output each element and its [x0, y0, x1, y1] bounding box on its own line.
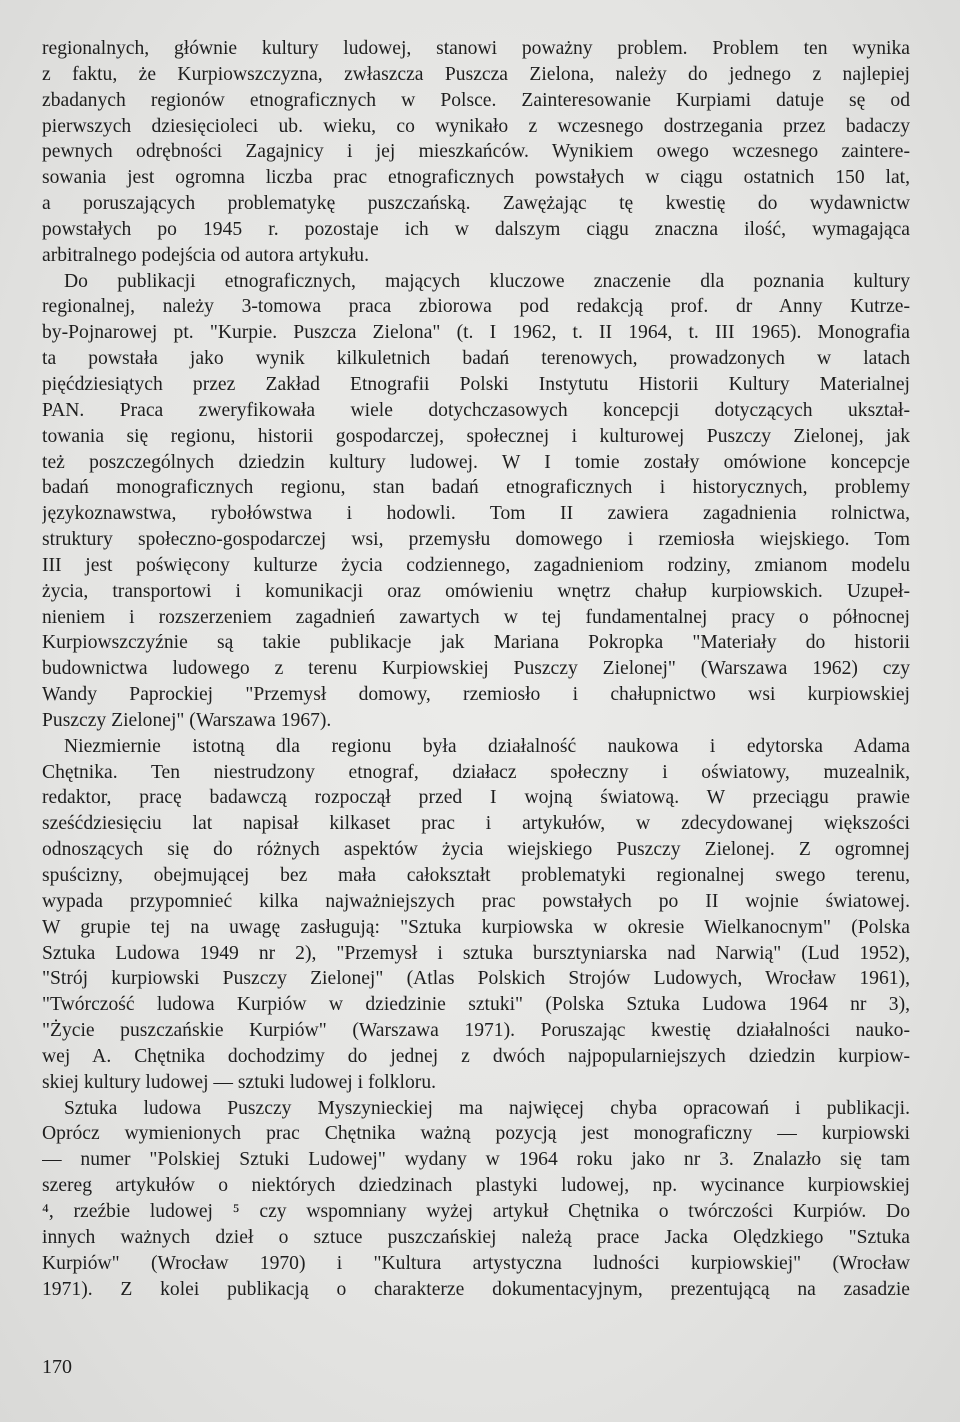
text-line: Wandy Paprockiej "Przemysł domowy, rzemiosło i chałupnictwo wsi kurpiowskiej — [42, 684, 910, 706]
text-line: powstałych po 1945 r. pozostaje ich w dalszym ciągu znaczna ilość, wymagająca — [42, 218, 910, 240]
text-line: sześćdziesięciu lat napisał kilkaset prac i artykułów, w zdecydowanej większości — [42, 813, 910, 835]
text-line: a poruszających problematykę puszczańską. Zawężając tę kwestię do wydawnictw — [42, 193, 910, 215]
text-line: regionalnej, należy 3-tomowa praca zbiorowa pod redakcją prof. dr Anny Kutrze- — [42, 296, 910, 318]
text-line: Chętnika. Ten niestrudzony etnograf, działacz społeczny i oświatowy, muzealnik, — [42, 761, 910, 783]
text-line: Sztuka ludowa Puszczy Myszynieckiej ma najwięcej chyba opracowań i publikacji. — [64, 1097, 910, 1119]
text-line: sowania jest ogromna liczba prac etnograficznych powstałych w ciągu ostatnich 150 lat, — [42, 167, 910, 189]
text-line: budownictwa ludowego z terenu Kurpiowskiej Puszczy Zielonej" (Warszawa 1962) czy — [42, 658, 910, 680]
text-line: Oprócz wymienionych prac Chętnika ważną pozycją jest monograficzny — kurpiowski — [42, 1123, 910, 1145]
text-line: redaktor, pracę badawczą rozpoczął przed I wojną światową. W przeciągu prawie — [42, 787, 910, 809]
text-line: 1971). Z kolei publikacją o charakterze dokumentacyjnym, prezentującą na zasadzie — [42, 1278, 910, 1300]
text-line: III jest poświęcony kulturze życia codziennego, zagadnieniom rodziny, zmianom modelu — [42, 554, 910, 576]
text-line: Do publikacji etnograficznych, mających kluczowe znaczenie dla poznania kultury — [64, 270, 910, 292]
text-line: struktury społeczno-gospodarczej wsi, przemysłu domowego i rzemiosła wiejskiego. Tom — [42, 529, 910, 551]
text-line: ⁴, rzeźbie ludowej ⁵ czy wspomniany wyżej artykuł Chętnika o twórczości Kurpiów. Do — [42, 1200, 910, 1222]
text-line: szereg artykułów o niektórych dziedzinach plastyki ludowej, np. wycinance kurpiowskiej — [42, 1175, 910, 1197]
text-line: życia, transportowi i komunikacji oraz omówieniu wnętrz chałup kurpiowskich. Uzupeł- — [42, 580, 910, 602]
text-line: skiej kultury ludowej — sztuki ludowej i folkloru. — [42, 1071, 437, 1093]
text-line: "Życie puszczańskie Kurpiów" (Warszawa 1971). Poruszając kwestię działalności nauko- — [42, 1020, 910, 1042]
text-line: pierwszych dziesięcioleci ub. wieku, co wynikało z wczesnego dostrzegania przez badaczy — [42, 115, 910, 137]
text-line: PAN. Praca zweryfikowała wiele dotychczasowych koncepcji dotyczących ukształ- — [42, 399, 910, 421]
text-line: nieniem i rozszerzeniem zagadnień zawartych w tej fundamentalnej pracy o północnej — [42, 606, 910, 628]
text-line: pięćdziesiątych przez Zakład Etnografii Polski Instytutu Historii Kultury Materialnej — [42, 373, 910, 395]
body-text — [42, 36, 910, 1302]
text-line: też poszczególnych dziedzin kultury ludowej. W I tomie zostały omówione koncepcje — [42, 451, 910, 473]
text-line: Kurpiowszczyźnie są takie publikacje jak Mariana Pokropka "Materiały do historii — [42, 632, 910, 654]
page-number: 170 — [42, 1356, 72, 1378]
text-line: innych ważnych dzieł o sztuce puszczańskiej należą prace Jacka Olędzkiego "Sztuka — [42, 1226, 910, 1248]
text-line: arbitralnego podejścia od autora artykułu. — [42, 244, 369, 266]
text-line: z faktu, że Kurpiowszczyzna, zwłaszcza Puszcza Zielona, należy do jednego z najlepiej — [42, 63, 910, 85]
text-line: pewnych odrębności Zagajnicy i jej mieszkańców. Wynikiem owego wczesnego zaintere- — [42, 141, 910, 163]
text-line: spuścizny, obejmującej bez mała całokształt problematyki regionalnej swego terenu, — [42, 865, 910, 886]
text-line: by-Pojnarowej pt. "Kurpie. Puszcza Zielona" (t. I 1962, t. II 1964, t. III 1965). Monografia — [42, 322, 910, 344]
text-line: Sztuka Ludowa 1949 nr 2), "Przemysł i sztuka bursztyniarska nad Narwią" (Lud 1952), — [42, 942, 910, 964]
text-line: badań monograficznych regionu, stan badań etnograficznych i historycznych, problemy — [42, 477, 910, 499]
text-line: "Twórczość ludowa Kurpiów w dziedzinie sztuki" (Polska Sztuka Ludowa 1964 nr 3), — [42, 994, 910, 1016]
text-line: Kurpiów" (Wrocław 1970) i "Kultura artystyczna ludności kurpiowskiej" (Wrocław — [42, 1252, 910, 1274]
text-line: wypada przypomnieć kilka najważniejszych prac powstałych po II wojnie światowej. — [42, 890, 910, 912]
text-line: zbadanych regionów etnograficznych w Polsce. Zainteresowanie Kurpiami datuje sę od — [42, 89, 910, 111]
text-line: Puszczy Zielonej" (Warszawa 1967). — [42, 709, 332, 731]
text-line: odnoszących się do różnych aspektów życia wiejskiego Puszczy Zielonej. Z ogromnej — [42, 839, 910, 861]
text-line: towania się regionu, historii gospodarczej, społecznej i kulturowej Puszczy Zielonej, jak — [42, 425, 910, 447]
text-line: ta powstała jako wynik kilkuletnich badań terenowych, prowadzonych w latach — [42, 348, 910, 370]
text-line: — numer "Polskiej Sztuki Ludowej" wydany w 1964 roku jako nr 3. Znalazło się tam — [42, 1149, 910, 1171]
text-line: Niezmiernie istotną dla regionu była działalność naukowa i edytorska Adama — [64, 735, 910, 757]
text-line: W grupie tej na uwagę zasługują: "Sztuka kurpiowska w okresie Wielkanocnym" (Polska — [42, 916, 910, 938]
text-line: językoznawstwa, rybołówstwa i hodowli. Tom II zawiera zagadnienia rolnictwa, — [42, 503, 910, 525]
text-line: regionalnych, głównie kultury ludowej, stanowi poważny problem. Problem ten wynika — [42, 38, 910, 59]
text-line: "Strój kurpiowski Puszczy Zielonej" (Atlas Polskich Strojów Ludowych, Wrocław 1961), — [42, 968, 910, 990]
text-line: wej A. Chętnika dochodzimy do jednej z dwóch najpopularniejszych dziedzin kurpiow- — [42, 1045, 910, 1067]
